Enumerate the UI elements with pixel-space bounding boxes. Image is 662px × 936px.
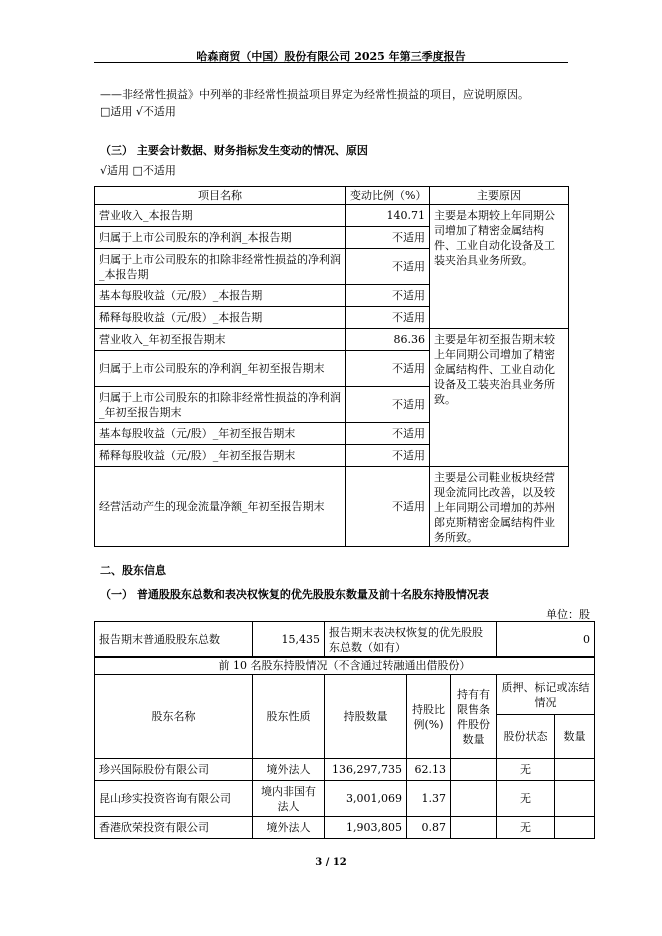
holder-pledge-qty: [555, 781, 595, 817]
pref-holders-label: 报告期末表决权恢复的优先股股东总数（如有）: [325, 622, 497, 658]
col-header-pledge-qty: 数量: [555, 715, 595, 759]
shareholders-subtitle: （一） 普通股股东总数和表决权恢复的优先股股东数量及前十名股东持股情况表: [100, 588, 489, 601]
holder-ratio: 0.87: [407, 817, 451, 839]
item-ratio: 不适用: [346, 285, 430, 307]
total-holders-label: 报告期末普通股股东总数: [95, 622, 253, 658]
col-header-nature: 股东性质: [253, 675, 325, 759]
table-row: [95, 781, 595, 817]
holder-nature: 境外法人: [253, 817, 325, 839]
item-name: 归属于上市公司股东的净利润_年初至报告期末: [95, 351, 346, 387]
intro-text: ——非经常性损益》中列举的非经常性损益项目界定为经常性损益的项目，应说明原因。: [100, 88, 529, 101]
change-table: [94, 186, 569, 547]
item-name: 稀释每股收益（元/股）_年初至报告期末: [95, 445, 346, 467]
item-name: 营业收入_年初至报告期末: [95, 329, 346, 351]
item-name: 基本每股收益（元/股）_本报告期: [95, 285, 346, 307]
table-row: [95, 467, 569, 547]
holder-restricted: [451, 759, 497, 781]
holder-shares: 3,001,069: [325, 781, 407, 817]
holder-restricted: [451, 817, 497, 839]
holder-ratio: 62.13: [407, 759, 451, 781]
total-holders-value: 15,435: [253, 622, 325, 658]
item-name: 基本每股收益（元/股）_年初至报告期末: [95, 423, 346, 445]
item-ratio: 不适用: [346, 423, 430, 445]
item-ratio: 不适用: [346, 227, 430, 249]
holder-pledge-qty: [555, 817, 595, 839]
item-ratio: 86.36: [346, 329, 430, 351]
item-ratio: 不适用: [346, 351, 430, 387]
col-header-restricted: 持有有限售条件股份数量: [451, 675, 497, 759]
col-header-name: 股东名称: [95, 675, 253, 759]
reason-year-to-date: 主要是年初至报告期末较上年同期公司增加了精密金属结构件、工业自动化设备及工装夹治具业务所致。: [430, 329, 569, 467]
top10-caption: 前 10 名股东持股情况（不含通过转融通出借股份）: [95, 657, 595, 675]
holder-nature: 境外法人: [253, 759, 325, 781]
holder-pledge-status: 无: [497, 759, 555, 781]
item-name: 归属于上市公司股东的净利润_本报告期: [95, 227, 346, 249]
item-name: 稀释每股收益（元/股）_本报告期: [95, 307, 346, 329]
col-header-ratio: 变动比例（%）: [346, 187, 430, 205]
holder-pledge-status: 无: [497, 817, 555, 839]
document-header: 哈森商贸（中国）股份有限公司 2025 年第三季度报告: [196, 50, 466, 63]
reason-current-period: 主要是本期较上年同期公司增加了精密金属结构件、工业自动化设备及工装夹治具业务所致。: [430, 205, 569, 329]
item-ratio: 不适用: [346, 467, 430, 547]
col-header-shares: 持股数量: [325, 675, 407, 759]
item-name: 营业收入_本报告期: [95, 205, 346, 227]
top10-caption-row: [95, 657, 595, 675]
unit-label: 单位：股: [546, 608, 590, 621]
top10-header-row: [95, 675, 595, 715]
item-ratio: 不适用: [346, 445, 430, 467]
holder-pledge-status: 无: [497, 781, 555, 817]
item-name: 归属于上市公司股东的扣除非经常性损益的净利润_年初至报告期末: [95, 387, 346, 423]
page-number: 3 / 12: [315, 857, 347, 868]
holder-shares: 136,297,735: [325, 759, 407, 781]
col-header-pledge: 质押、标记或冻结情况: [497, 675, 595, 715]
col-header-ratio: 持股比例(%): [407, 675, 451, 759]
item-ratio: 140.71: [346, 205, 430, 227]
item-name: 经营活动产生的现金流量净额_年初至报告期末: [95, 467, 346, 547]
table-row: [95, 622, 595, 658]
col-header-reason: 主要原因: [430, 187, 569, 205]
item-name: 归属于上市公司股东的扣除非经常性损益的净利润_本报告期: [95, 249, 346, 285]
change-table-header: [95, 187, 569, 205]
intro-options: □适用 √不适用: [100, 105, 176, 118]
holder-name: 珍兴国际股份有限公司: [95, 759, 253, 781]
item-ratio: 不适用: [346, 249, 430, 285]
holder-nature: 境内非国有法人: [253, 781, 325, 817]
top10-holders-table: [94, 656, 595, 839]
shareholder-summary-table: [94, 621, 595, 658]
table-row: [95, 205, 569, 227]
table-row: [95, 759, 595, 781]
col-header-item: 项目名称: [95, 187, 346, 205]
section3-options: √适用 □不适用: [100, 164, 176, 177]
col-header-pledge-status: 股份状态: [497, 715, 555, 759]
shareholders-section-title: 二、股东信息: [100, 564, 166, 577]
section3-title: （三） 主要会计数据、财务指标发生变动的情况、原因: [100, 144, 368, 157]
holder-ratio: 1.37: [407, 781, 451, 817]
holder-pledge-qty: [555, 759, 595, 781]
table-row: [95, 817, 595, 839]
item-ratio: 不适用: [346, 307, 430, 329]
reason-cash-flow: 主要是公司鞋业板块经营现金流同比改善，以及较上年同期公司增加的苏州郎克斯精密金属结构件业务所致。: [430, 467, 569, 547]
item-ratio: 不适用: [346, 387, 430, 423]
holder-name: 香港欣荣投资有限公司: [95, 817, 253, 839]
holder-name: 昆山珍实投资咨询有限公司: [95, 781, 253, 817]
holder-restricted: [451, 781, 497, 817]
pref-holders-value: 0: [497, 622, 595, 658]
table-row: [95, 329, 569, 351]
header-rule: [94, 62, 568, 63]
holder-shares: 1,903,805: [325, 817, 407, 839]
